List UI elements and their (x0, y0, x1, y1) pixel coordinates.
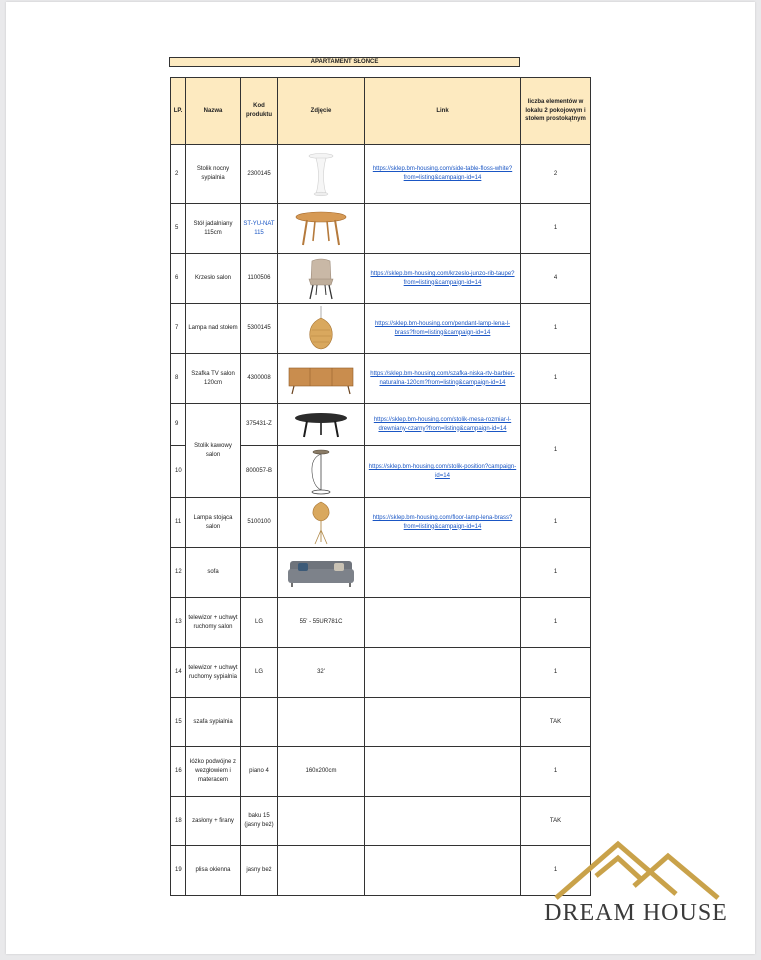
cell-nazwa: sofa (186, 548, 241, 598)
product-link[interactable]: https://sklep.bm-housing.com/krzeslo-junzo-rib-taupe?from=listing&campaign-id=14 (370, 270, 515, 286)
cell-zdjecie: 32' (278, 648, 365, 698)
pendant-lamp-image (305, 306, 337, 352)
cell-lp: 12 (171, 548, 186, 598)
cell-link[interactable] (365, 404, 521, 446)
cell-liczba: 1 (521, 548, 591, 598)
cell-zdjecie (278, 354, 365, 404)
cell-kod: 1100506 (241, 254, 278, 304)
cell-kod (241, 548, 278, 598)
cell-kod: 800057-B (241, 446, 278, 498)
cell-lp: 6 (171, 254, 186, 304)
cell-link[interactable] (365, 304, 521, 354)
cell-lp: 11 (171, 498, 186, 548)
table-row (171, 404, 591, 446)
cell-lp: 8 (171, 354, 186, 404)
cell-kod: 5100100 (241, 498, 278, 548)
cell-lp: 15 (171, 698, 186, 747)
cell-kod: 5300145 (241, 304, 278, 354)
cell-liczba: 1 (521, 304, 591, 354)
cell-kod: LG (241, 648, 278, 698)
cell-kod: piano 4 (241, 747, 278, 797)
cell-liczba: 1 (521, 404, 591, 498)
header-lp: LP. (171, 78, 186, 145)
cell-kod: jasny beż (241, 846, 278, 896)
cell-lp: 19 (171, 846, 186, 896)
cell-liczba: 1 (521, 846, 591, 896)
cell-nazwa: Krzesło salon (186, 254, 241, 304)
cell-zdjecie (278, 446, 365, 498)
tv-cabinet-image (286, 362, 356, 396)
header-nazwa: Nazwa (186, 78, 241, 145)
cell-nazwa: plisa okienna (186, 846, 241, 896)
cell-link[interactable] (365, 354, 521, 404)
document-title: APARTAMENT SŁOŃCE (169, 57, 520, 67)
cell-zdjecie (278, 797, 365, 846)
cell-liczba: 1 (521, 204, 591, 254)
cell-link[interactable] (365, 498, 521, 548)
cell-nazwa: telewizor + uchwyt ruchomy sypialnia (186, 648, 241, 698)
header-liczba: liczba elementów w lokalu 2 pokojowym i stołem prostokątnym (521, 78, 591, 145)
product-link[interactable]: https://sklep.bm-housing.com/floor-lamp-lena-brass?from=listing&campaign-id=14 (372, 514, 513, 530)
cell-lp: 10 (171, 446, 186, 498)
cell-link[interactable] (365, 254, 521, 304)
product-link[interactable]: https://sklep.bm-housing.com/side-table-floss-white?from=listing&campaign-id=14 (372, 166, 513, 181)
cell-link[interactable] (365, 204, 521, 254)
cell-link[interactable] (365, 548, 521, 598)
header-kod: Kod produktu (241, 78, 278, 145)
cell-liczba: 2 (521, 145, 591, 204)
cell-link[interactable] (365, 797, 521, 846)
cell-link[interactable] (365, 747, 521, 797)
cell-kod (241, 698, 278, 747)
product-link[interactable]: https://sklep.bm-housing.com/stolik-position?campaign-id=14 (368, 463, 517, 479)
table-row (171, 254, 591, 304)
cell-lp: 14 (171, 648, 186, 698)
cell-kod: 2300145 (241, 145, 278, 204)
cell-zdjecie (278, 698, 365, 747)
cell-zdjecie: 55' - 55UR781C (278, 598, 365, 648)
cell-liczba: 1 (521, 747, 591, 797)
cell-zdjecie: 160x200cm (278, 747, 365, 797)
cell-nazwa: Lampa stojąca salon (186, 498, 241, 548)
cell-kod: ST-YU-NAT 115 (241, 204, 278, 254)
cell-liczba: 1 (521, 598, 591, 648)
cell-link[interactable] (365, 648, 521, 698)
cell-kod: 375431-Z (241, 404, 278, 446)
cell-lp: 9 (171, 404, 186, 446)
table-row (171, 548, 591, 598)
header-zdjecie: Zdjęcie (278, 78, 365, 145)
product-link[interactable]: https://sklep.bm-housing.com/pendant-lamp-lena-l-brass?from=listing&campaign-id=14 (374, 320, 511, 336)
dream-house-logo-text: DREAM HOUSE (544, 900, 728, 926)
cell-liczba: 1 (521, 354, 591, 404)
cell-link[interactable] (365, 698, 521, 747)
cell-nazwa: szafa sypialnia (186, 698, 241, 747)
cell-kod: 4300008 (241, 354, 278, 404)
cell-nazwa: Lampa nad stołem (186, 304, 241, 354)
table-row (171, 304, 591, 354)
furniture-table (170, 77, 591, 896)
table-row (171, 648, 591, 698)
table-row (171, 145, 591, 204)
cell-nazwa: zasłony + firany (186, 797, 241, 846)
cell-lp: 2 (171, 145, 186, 204)
cell-kod: baku 15 (jasny beż) (241, 797, 278, 846)
cell-lp: 18 (171, 797, 186, 846)
cell-zdjecie (278, 846, 365, 896)
cell-zdjecie (278, 304, 365, 354)
cell-lp: 7 (171, 304, 186, 354)
table-row (171, 747, 591, 797)
cell-link[interactable] (365, 598, 521, 648)
cell-link[interactable] (365, 846, 521, 896)
table-row (171, 598, 591, 648)
cell-lp: 16 (171, 747, 186, 797)
side-stand-image (307, 448, 335, 496)
cell-nazwa: Stolik kawowy salon (186, 404, 241, 498)
header-link: Link (365, 78, 521, 145)
table-row (171, 846, 591, 896)
sofa-image (286, 553, 356, 593)
table-row (171, 354, 591, 404)
table-row (171, 498, 591, 548)
cell-zdjecie (278, 204, 365, 254)
cell-kod: LG (241, 598, 278, 648)
product-link[interactable]: https://sklep.bm-housing.com/stolik-mesa-rozmiar-l-drewniany-czarny?from=listing&campaign-id=14 (373, 416, 512, 432)
cell-zdjecie (278, 548, 365, 598)
cell-nazwa: Stół jadalniany 115cm (186, 204, 241, 254)
cell-nazwa: Szafka TV salon 120cm (186, 354, 241, 404)
cell-nazwa: Stolik nocny sypialnia (186, 145, 241, 204)
cell-liczba: 1 (521, 498, 591, 548)
cell-lp: 5 (171, 204, 186, 254)
cell-liczba: 4 (521, 254, 591, 304)
cell-lp: 13 (171, 598, 186, 648)
dining-table-image (293, 209, 349, 249)
table-header-row (171, 78, 591, 145)
floor-lamp-image (309, 500, 333, 546)
cell-liczba: TAK (521, 797, 591, 846)
table-row (171, 204, 591, 254)
cell-link[interactable] (365, 446, 521, 498)
cell-liczba: TAK (521, 698, 591, 747)
table-row (171, 797, 591, 846)
cell-zdjecie (278, 498, 365, 548)
table-row (171, 698, 591, 747)
coffee-table-image (293, 411, 349, 439)
product-link[interactable]: https://sklep.bm-housing.com/szafka-niska-rtv-barbier-naturalna-120cm?from=listing&campaign-id=14 (370, 370, 515, 386)
cell-zdjecie (278, 145, 365, 204)
cell-liczba: 1 (521, 648, 591, 698)
cell-zdjecie (278, 254, 365, 304)
cell-zdjecie (278, 404, 365, 446)
side-table-image (301, 150, 341, 198)
cell-nazwa: telewizor + uchwyt ruchomy salon (186, 598, 241, 648)
cell-nazwa: łóżko podwójne z wezgłowiem i materacem (186, 747, 241, 797)
cell-link[interactable] (365, 145, 521, 204)
chair-image (303, 257, 339, 301)
